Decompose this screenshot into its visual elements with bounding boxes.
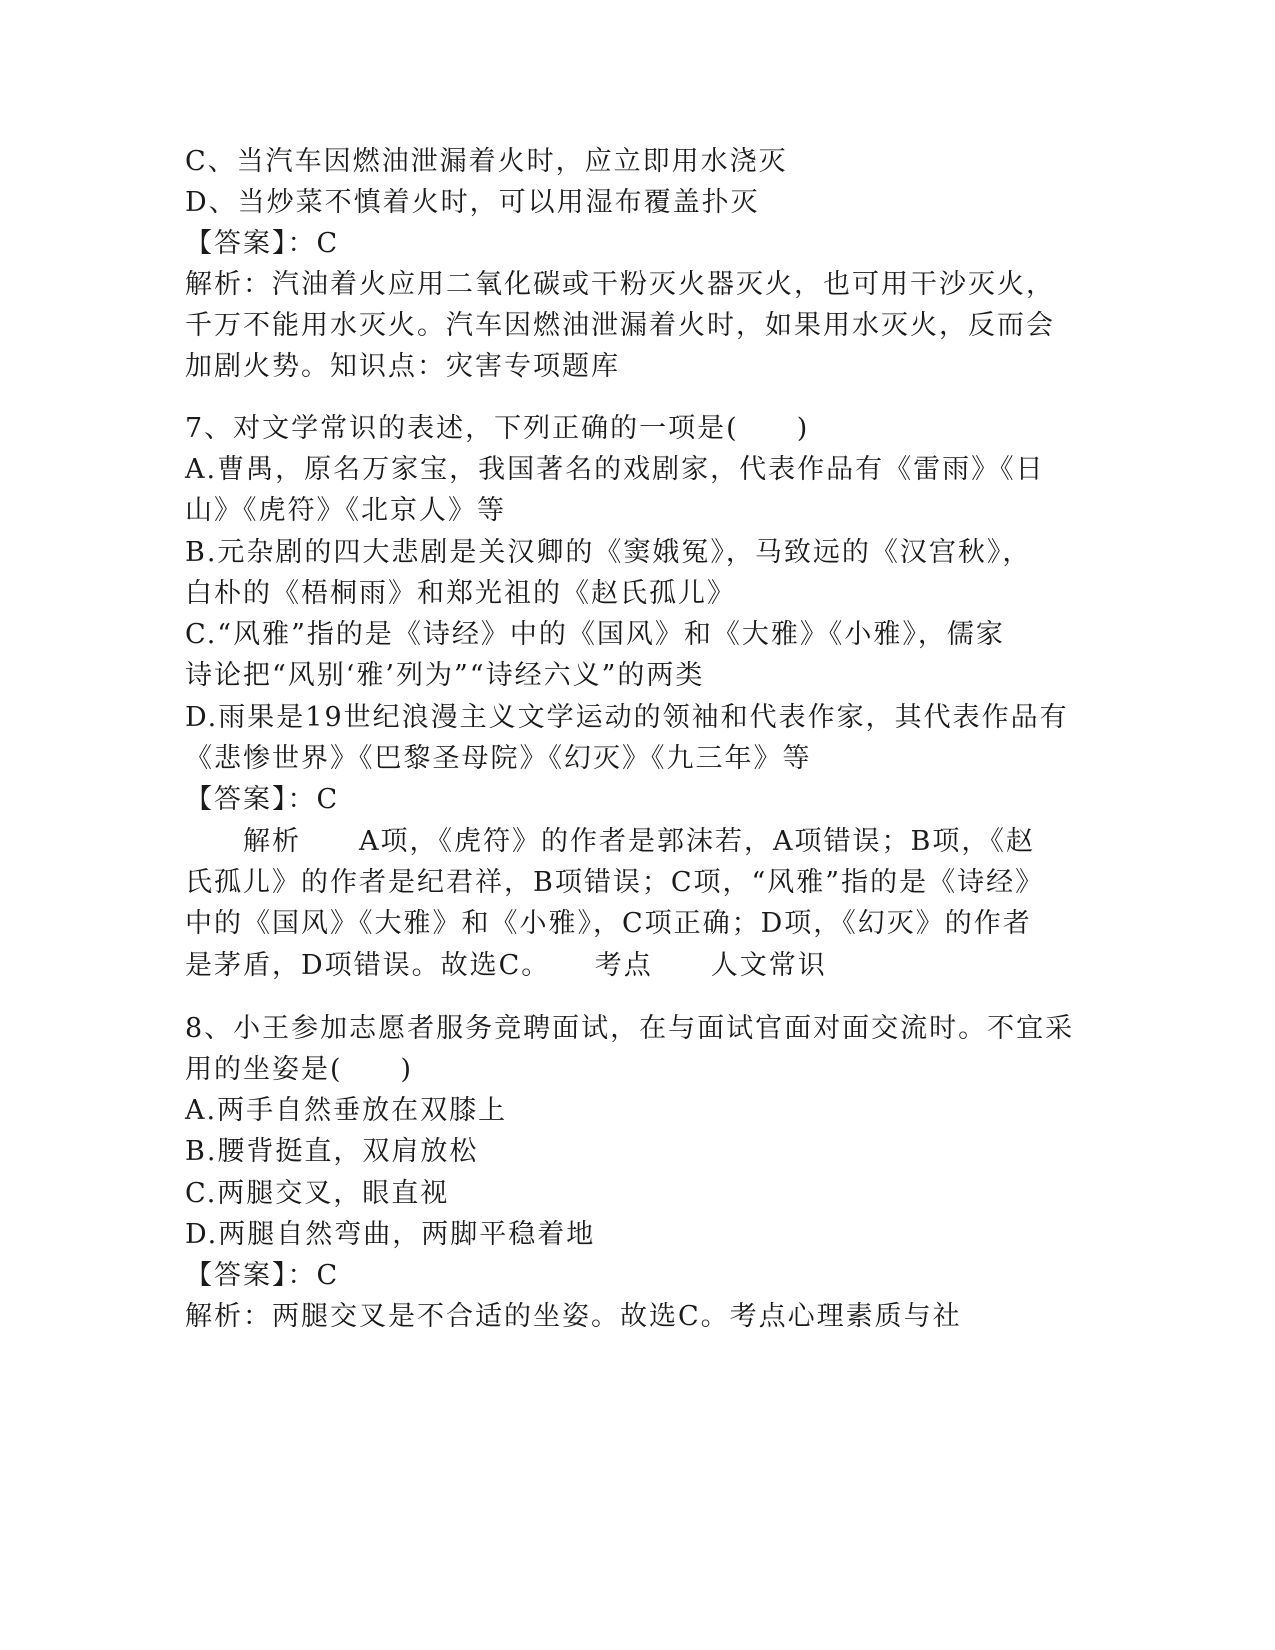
q8-analysis: 解析：两腿交叉是不合适的坐姿。故选C。考点心理素质与社	[185, 1301, 962, 1332]
q8-option-a: A.两手自然垂放在双膝上	[185, 1095, 508, 1126]
q6-option-d: D、当炒菜不慎着火时，可以用湿布覆盖扑灭	[185, 187, 760, 218]
q7-analysis-line: 解析 A项，《虎符》的作者是郭沫若，A项错误；B项，《赵	[185, 826, 1035, 857]
q8-stem-line: 8、小王参加志愿者服务竞聘面试，在与面试官面对面交流时。不宜采	[185, 1013, 1075, 1044]
q6-answer: 【答案】：C	[185, 228, 340, 259]
q7-option-line: 《悲惨世界》《巴黎圣母院》《幻灭》《九三年》等	[185, 743, 812, 774]
q7-option-line: 白朴的《梧桐雨》和郑光祖的《赵氏孤儿》	[185, 578, 736, 609]
q8-option-c: C.两腿交叉，眼直视	[185, 1178, 450, 1209]
q8-stem-line: 用的坐姿是( )	[185, 1054, 414, 1085]
q7-option-line: C.“风雅”指的是《诗经》中的《国风》和《大雅》《小雅》，儒家	[185, 619, 1005, 650]
q7-stem: 7、对文学常识的表述，下列正确的一项是( )	[185, 413, 810, 444]
q7-answer: 【答案】：C	[185, 784, 340, 815]
q8-option-d: D.两腿自然弯曲，两脚平稳着地	[185, 1219, 596, 1250]
q7-option-line: B.元杂剧的四大悲剧是关汉卿的《窦娥冤》，马致远的《汉宫秋》，	[185, 537, 1032, 568]
q7-option-line: D.雨果是19世纪浪漫主义文学运动的领袖和代表作家，其代表作品有	[185, 702, 1069, 733]
q7-analysis-line: 是茅盾，D项错误。故选C。 考点 人文常识	[185, 950, 827, 981]
q6-option-c: C、当汽车因燃油泄漏着火时，应立即用水浇灭	[185, 146, 788, 177]
q7-option-line: A.曹禺，原名万家宝，我国著名的戏剧家，代表作品有《雷雨》《日	[185, 454, 1045, 485]
q7-option-line: 诗论把“风别‘雅’列为”“诗经六义”的两类	[185, 660, 705, 691]
q8-option-b: B.腰背挺直，双肩放松	[185, 1136, 479, 1167]
q6-analysis-line: 加剧火势。知识点：灾害专项题库	[185, 351, 620, 382]
q6-analysis-line: 解析：汽油着火应用二氧化碳或干粉灭火器灭火，也可用干沙灭火，	[185, 269, 1055, 300]
q7-option-line: 山》《虎符》《北京人》等	[185, 495, 506, 526]
q7-analysis-line: 中的《国风》《大雅》和《小雅》，C项正确；D项，《幻灭》的作者	[185, 908, 1032, 939]
q8-answer: 【答案】：C	[185, 1260, 340, 1291]
q7-analysis-line: 氏孤儿》的作者是纪君祥，B项错误；C项，“风雅”指的是《诗经》	[185, 867, 1045, 898]
q6-analysis-line: 千万不能用水灭火。汽车因燃油泄漏着火时，如果用水灭火，反而会	[185, 310, 1055, 341]
